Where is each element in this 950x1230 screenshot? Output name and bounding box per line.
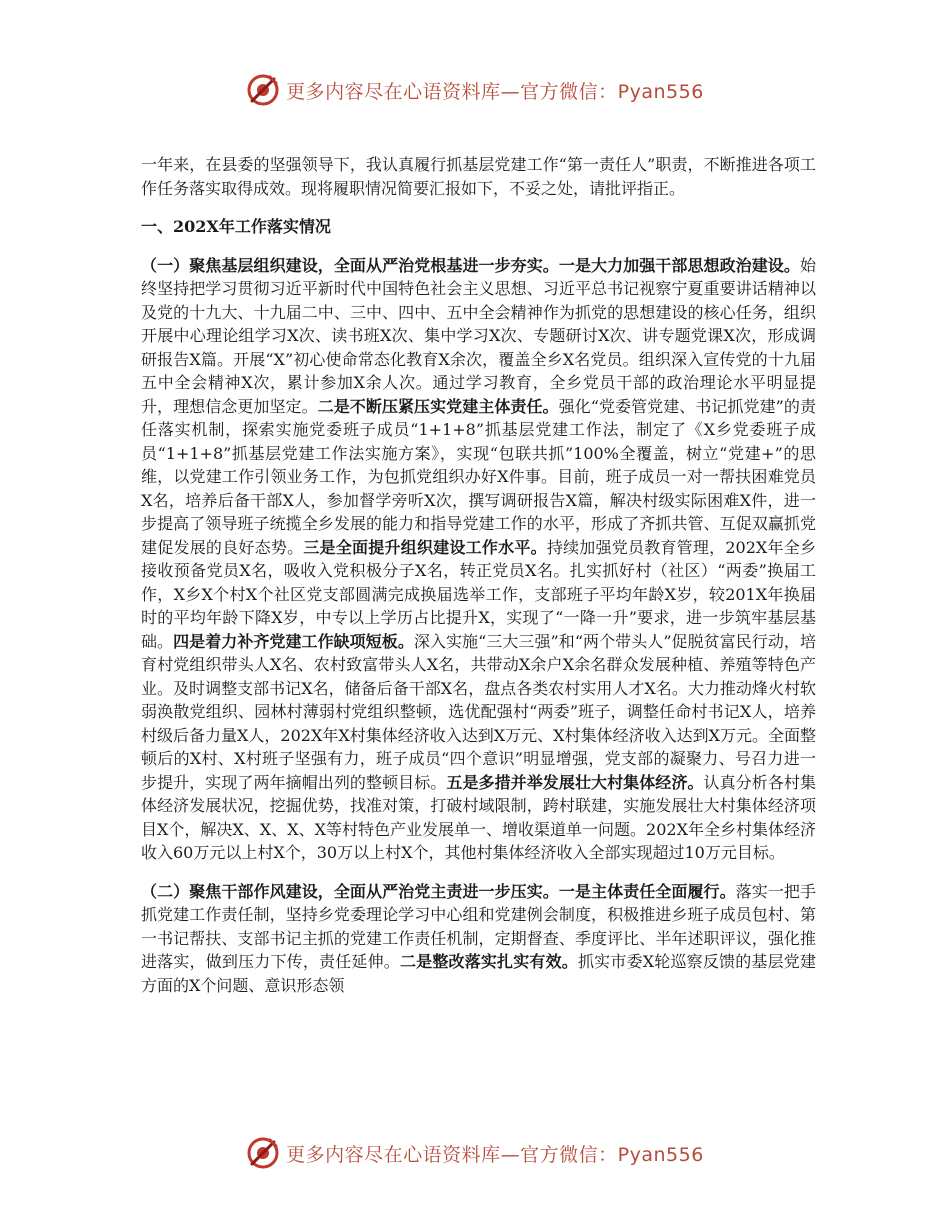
section1-sub1-text: 始终坚持把学习贯彻习近平新时代中国特色社会主义思想、习近平总书记视察宁夏重要讲话精神以及党的十九大、十九届二中、三中、四中、五中全会精神作为抓党的思想建设的核心任务，组织开展中心理论组学习X次、读书班X次、集中学习X次、专题研讨X次、讲专题党课X次，形成调研报告X篇。开展“X”初心使命常态化教育X余次，覆盖全乡X名党员。组织深入宣传党的十九届五中全会精神X次，累计参加X余人次。通过学习教育，全乡党员干部的政治理论水平明显提升，理想信念更加坚定。 <box>141 255 816 416</box>
section-heading: 一、202X年工作落实情况 <box>141 217 331 236</box>
section1-sub3-text: 持续加强党员教育管理，202X年全乡接收预备党员X名，吸收入党积极分子X名，转正党员X名。扎实抓好村（社区）“两委”换届工作，X乡X个村X个社区党支部圆满完成换届选举工作，支部班子平均年龄X岁，较201X年换届时的平均年龄下降X岁，中专以上学历占比提升X，实现了“一降一升”要求，进一步筑牢基层基础。 <box>141 537 816 651</box>
footer-watermark-banner <box>0 1133 950 1173</box>
section1-sub2-text: 强化“党委管党建、书记抓党建”的责任落实机制，探索实施党委班子成员“1+1+8”抓基层党建工作法，制定了《X乡党委班子成员“1+1+8”抓基层党建工作法实施方案》，实现“包联共抓”100%全覆盖，树立“党建+”的思维，以党建工作引领业务工作，为包抓党组织办好X件事。目前，班子成员一对一帮扶困难党员X名，培养后备干部X人，参加督学旁听X次，撰写调研报告X篇，解决村级实际困难X件，进一步提高了领导班子统揽全乡发展的能力和指导党建工作的水平，形成了齐抓共管、互促双赢抓党建促发展的良好态势。 <box>141 396 816 557</box>
section1-sub1-title: 一是大力加强干部思想政治建设。 <box>558 255 800 275</box>
header-watermark-banner <box>0 70 950 110</box>
section1-lead: （一）聚焦基层组织建设，全面从严治党根基进一步夯实。 <box>141 255 559 275</box>
watermark-text: 更多内容尽在心语资料库—官方微信：Pyan556 <box>286 1143 704 1166</box>
section2-sub2-text: 抓实市委X轮巡察反馈的基层党建方面的X个问题、意识形态领 <box>141 952 816 995</box>
brand-logo-icon <box>246 73 280 107</box>
section1-sub5-title: 五是多措并举发展壮大村集体经济。 <box>446 772 704 792</box>
section2-paragraph <box>141 880 816 998</box>
section1-sub3-title: 三是全面提升组织建设工作水平。 <box>303 537 547 557</box>
section1-sub5-text: 认真分析各村集体经济发展状况，挖掘优势，找准对策，打破村域限制，跨村联建，实施发展壮大村集体经济项目X个，解决X、X、X、X等村特色产业发展单一、增收渠道单一问题。202X年全乡村集体经济收入60万元以上村X个，30万以上村X个，其他村集体经济收入全部实现超过10万元目标。 <box>141 772 816 862</box>
section1-sub4-text: 深入实施“三大三强”和“两个带头人”促脱贫富民行动，培育村党组织带头人X名、农村致富带头人X名，共带动X余户X余名群众发展种植、养殖等特色产业。及时调整支部书记X名，储备后备干部X名，盘点各类农村实用人才X名。大力推动烽火村软弱涣散党组织、园林村薄弱村党组织整顿，选优配强村“两委”班子，调整任命村书记X人，培养村级后备力量X人，202X年X村集体经济收入达到X万元、X村集体经济收入达到X万元。全面整顿后的X村、X村班子坚强有力，班子成员“四个意识”明显增强，党支部的凝聚力、号召力进一步提升，实现了两年摘帽出列的整顿目标。 <box>141 631 816 792</box>
section2-sub1-title: 一是主体责任全面履行。 <box>558 881 736 901</box>
section2-sub2-title: 二是整改落实扎实有效。 <box>399 952 578 971</box>
brand-logo-icon <box>246 1136 280 1170</box>
watermark-text: 更多内容尽在心语资料库—官方微信：Pyan556 <box>286 80 704 103</box>
section1-sub2-title: 二是不断压紧压实党建主体责任。 <box>317 396 559 416</box>
section1-sub4-title: 四是着力补齐党建工作缺项短板。 <box>173 631 414 651</box>
section2-sub1-text: 落实一把手抓党建工作责任制，坚持乡党委理论学习中心组和党建例会制度，积极推进乡班子成员包村、第一书记帮扶、支部书记主抓的党建工作责任机制，定期督查、季度评比、半年述职评议，强化推进落实，做到压力下传，责任延伸。 <box>141 881 816 971</box>
section1-paragraph <box>141 254 816 865</box>
section2-lead: （二）聚焦干部作风建设，全面从严治党主责进一步压实。 <box>141 881 559 901</box>
document-body <box>141 153 816 1012</box>
intro-paragraph: 一年来，在县委的坚强领导下，我认真履行抓基层党建工作“第一责任人”职责，不断推进各项工作任务落实取得成效。现将履职情况简要汇报如下，不妥之处，请批评指正。 <box>141 155 816 198</box>
